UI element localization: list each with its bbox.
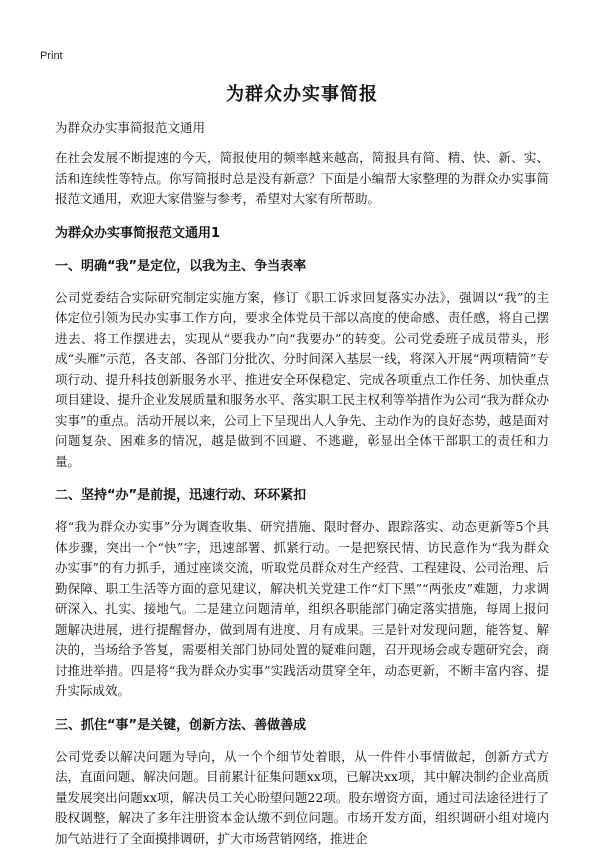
- part3-heading: 三、抓住“事”是关键，创新方法、善做善成: [55, 717, 307, 733]
- print-link[interactable]: Print: [40, 50, 63, 62]
- section-heading: 为群众办实事简报范文通用1: [55, 225, 221, 241]
- document-body: [55, 80, 549, 861]
- part3-paragraph: 公司党委以解决问题为导向，从一个个细节处着眼，从一件件小事情做起，创新方式方法，直面问题、解决问题。目前累计征集问题xx项，已解决xx项，其中解决制约企业高质量发展突出问题xx项，解决员工关心盼望问题22项。股东增资方面，通过司法途径进行了股权调整，解决了多年注册资本金认缴不到位问题。市场开发方面，组织调研小组对境内加气站进行了全面摸排调研，扩大市场营销网络，推进企: [55, 748, 549, 846]
- subtitle: 为群众办实事简报范文通用: [55, 120, 206, 135]
- part1-paragraph: 公司党委结合实际研究制定实施方案，修订《职工诉求回复落实办法》，强调以“我”的主体定位引领为民办实事工作方向，要求全体党员干部以高度的使命感、责任感，将自己摆进去、将工作摆进去，实现从“要我办”向“我要办”的转变。公司党委班子成员带头，形成“头雁”示范，各支部、各部门分批次、分时间深入基层一线，将深入开展“两项精简”专项行动、提升科技创新服务水平、推进安全环保稳定、完成各项重点工作任务、加快重点项目建设、提升企业发展质量和服务水平、落实职工民主权利等举措作为公司“我为群众办实事”的重点。活动开展以来，公司上下呈现出人人争先、主动作为的良好态势，越是面对问题复杂、困难多的情况，越是做到不回避、不逃避，彰显出全体干部职工的责任和力量。: [55, 289, 549, 469]
- part2-heading: 二、坚持“办”是前提，迅速行动、环环紧扣: [55, 488, 307, 503]
- page-title: 为群众办实事简报: [226, 84, 378, 105]
- part2-paragraph: 将“我为群众办实事”分为调查收集、研究措施、限时督办、跟踪落实、动态更新等5个具体步骤，突出一个“快”字，迅速部署、抓紧行动。一是把察民情、访民意作为“我为群众办实事”的有力抓手，通过座谈交流，听取党员群众对生产经营、工程建设、公司治理、后勤保障、职工生活等方面的意见建议，解决机关党建工作“灯下黑”“两张皮”难题，力求调研深入、扎实、接地气。二是建立问题清单，组织各职能部门确定落实措施，每周上报问题解决进展，进行提醒督办，做到周有进度、月有成果。三是针对发现问题，能答复、解决的，当场给予答复，需要相关部门协同处置的疑难问题，召开现场会或专题研究会，商讨推进举措。四是将“我为群众办实事”实践活动贯穿全年，动态更新，不断丰富内容、提升实际成效。: [55, 519, 549, 698]
- part1-heading: 一、明确“我”是定位，以我为主、争当表率: [55, 258, 307, 274]
- intro-paragraph: 在社会发展不断提速的今天，简报使用的频率越来越高，简报具有简、精、快、新、实、活和连续性等特点。你写简报时总是没有新意？下面是小编帮大家整理的为群众办实事简报范文通用，欢迎大家借鉴与参考，希望对大家有所帮助。: [55, 150, 549, 206]
